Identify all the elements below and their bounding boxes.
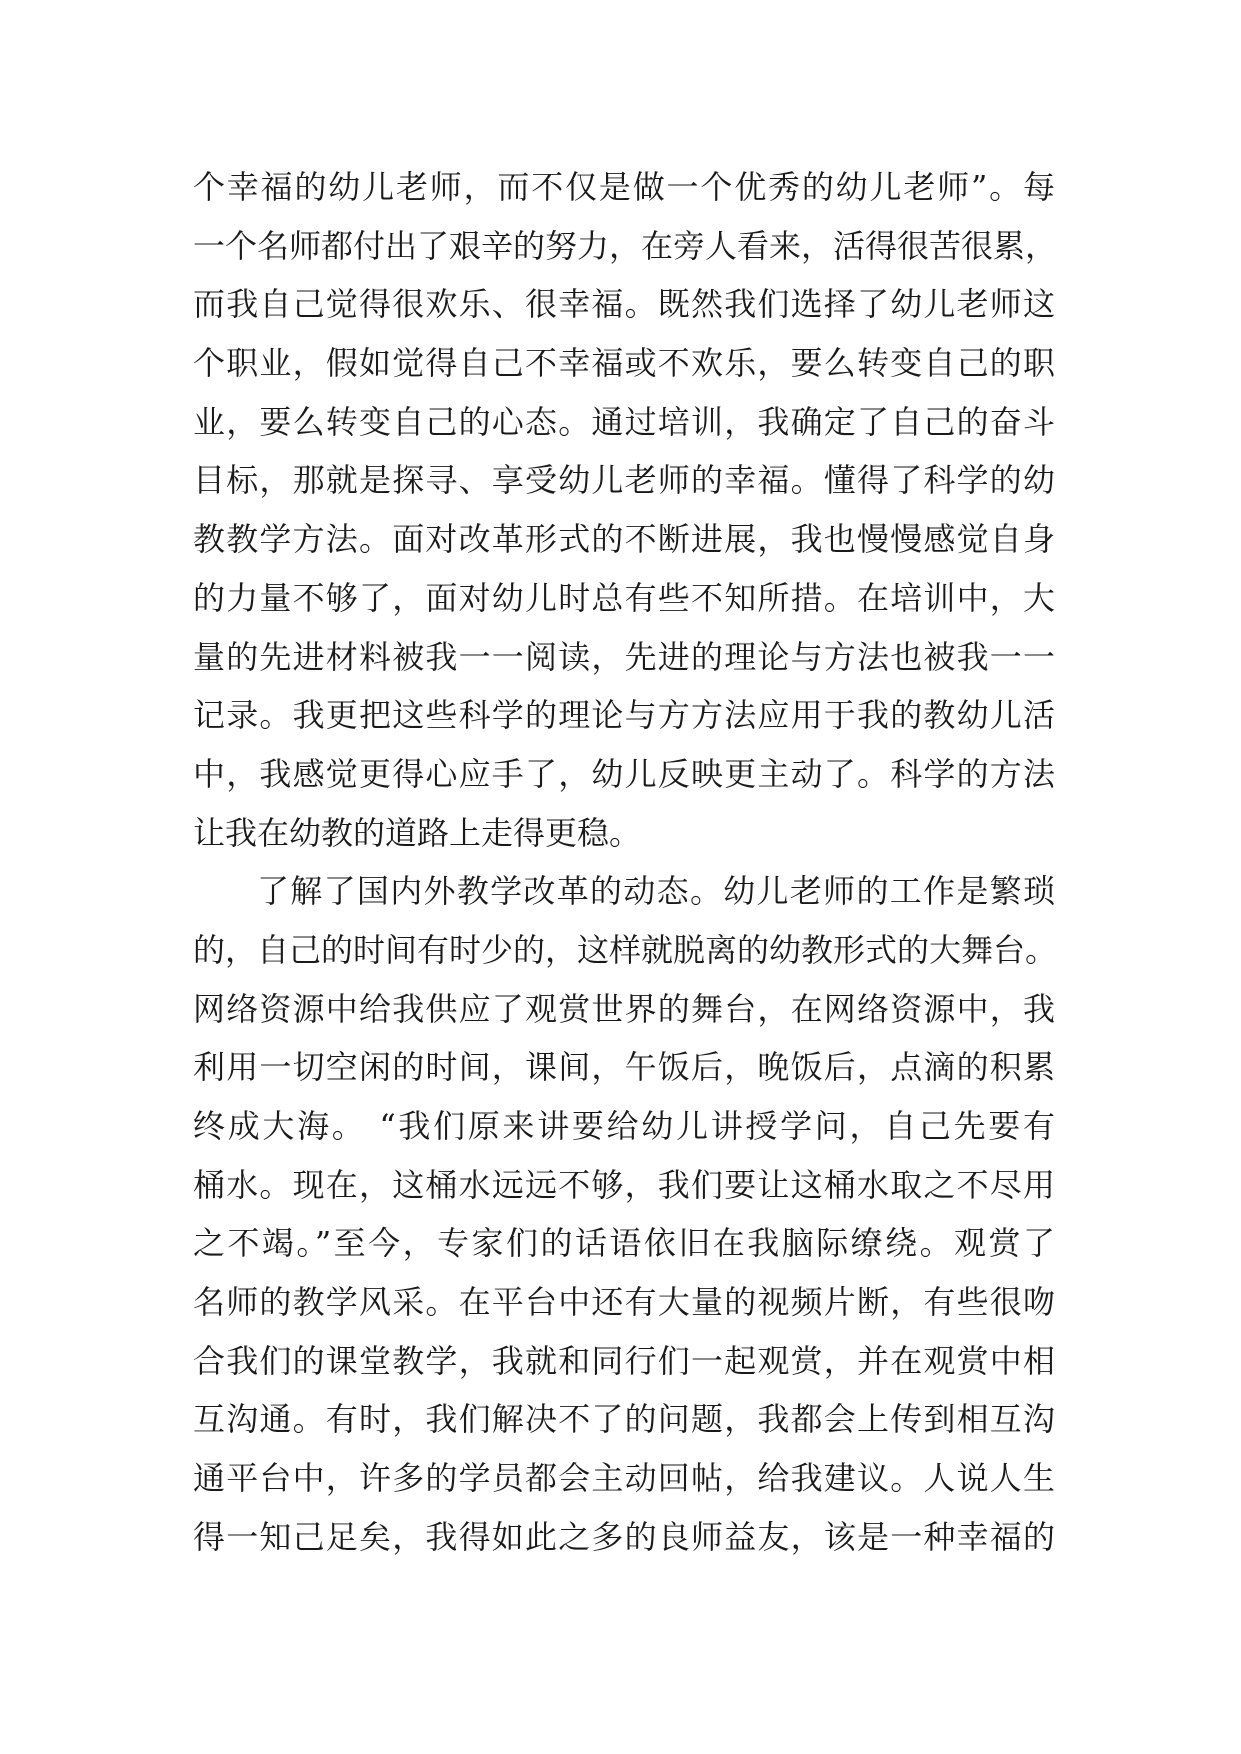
text-line: 教教学方法。面对改革形式的不断进展，我也慢慢感觉自身 bbox=[193, 520, 1055, 559]
text-line: 目标，那就是探寻、享受幼儿老师的幸福。懂得了科学的幼 bbox=[193, 461, 1055, 500]
text-line: 网络资源中给我供应了观赏世界的舞台，在网络资源中，我 bbox=[193, 989, 1055, 1028]
paragraph-end-line: 让我在幼教的道路上走得更稳。 bbox=[193, 813, 642, 852]
text-line: 个职业，假如觉得自己不幸福或不欢乐，要么转变自己的职 bbox=[193, 344, 1055, 383]
text-line: 的，自己的时间有时少的，这样就脱离的幼教形式的大舞台。 bbox=[193, 930, 1058, 969]
text-line: 个幸福的幼儿老师，而不仅是做一个优秀的幼儿老师”。每 bbox=[193, 168, 1055, 206]
text-line: 中，我感觉更得心应手了，幼儿反映更主动了。科学的方法 bbox=[193, 754, 1055, 793]
text-line: 通平台中，许多的学员都会主动回帖，给我建议。人说人生 bbox=[193, 1459, 1055, 1498]
text-line: 利用一切空闲的时间，课间，午饭后，晚饭后，点滴的积累 bbox=[193, 1048, 1055, 1087]
body-text bbox=[193, 158, 1058, 1567]
text-line: 得一知己足矣，我得如此之多的良师益友，该是一种幸福的 bbox=[193, 1517, 1055, 1556]
text-line: 之不竭。”至今，专家们的话语依旧在我脑际缭绕。观赏了 bbox=[193, 1224, 1055, 1263]
text-line: 一个名师都付出了艰辛的努力，在旁人看来，活得很苦很累， bbox=[193, 226, 1058, 265]
text-line: 的力量不够了，面对幼儿时总有些不知所措。在培训中，大 bbox=[193, 578, 1055, 617]
text-line: 合我们的课堂教学，我就和同行们一起观赏，并在观赏中相 bbox=[193, 1341, 1055, 1380]
text-line: 业，要么转变自己的心态。通过培训，我确定了自己的奋斗 bbox=[193, 402, 1055, 441]
text-line: 终成大海。 “我们原来讲要给幼儿讲授学问，自己先要有 bbox=[193, 1107, 1055, 1145]
text-line: 量的先进材料被我一一阅读，先进的理论与方法也被我一一 bbox=[193, 637, 1055, 676]
text-line: 名师的教学风采。在平台中还有大量的视频片断，有些很吻 bbox=[193, 1283, 1055, 1322]
text-line: 桶水。现在，这桶水远远不够，我们要让这桶水取之不尽用 bbox=[193, 1165, 1055, 1204]
text-line: 而我自己觉得很欢乐、很幸福。既然我们选择了幼儿老师这 bbox=[193, 285, 1055, 324]
text-line: 记录。我更把这些科学的理论与方方法应用于我的教幼儿活 bbox=[193, 696, 1055, 735]
paragraph-start-line: 了解了国内外教学改革的动态。幼儿老师的工作是繁琐 bbox=[257, 872, 1055, 911]
text-line: 互沟通。有时，我们解决不了的问题，我都会上传到相互沟 bbox=[193, 1400, 1055, 1439]
